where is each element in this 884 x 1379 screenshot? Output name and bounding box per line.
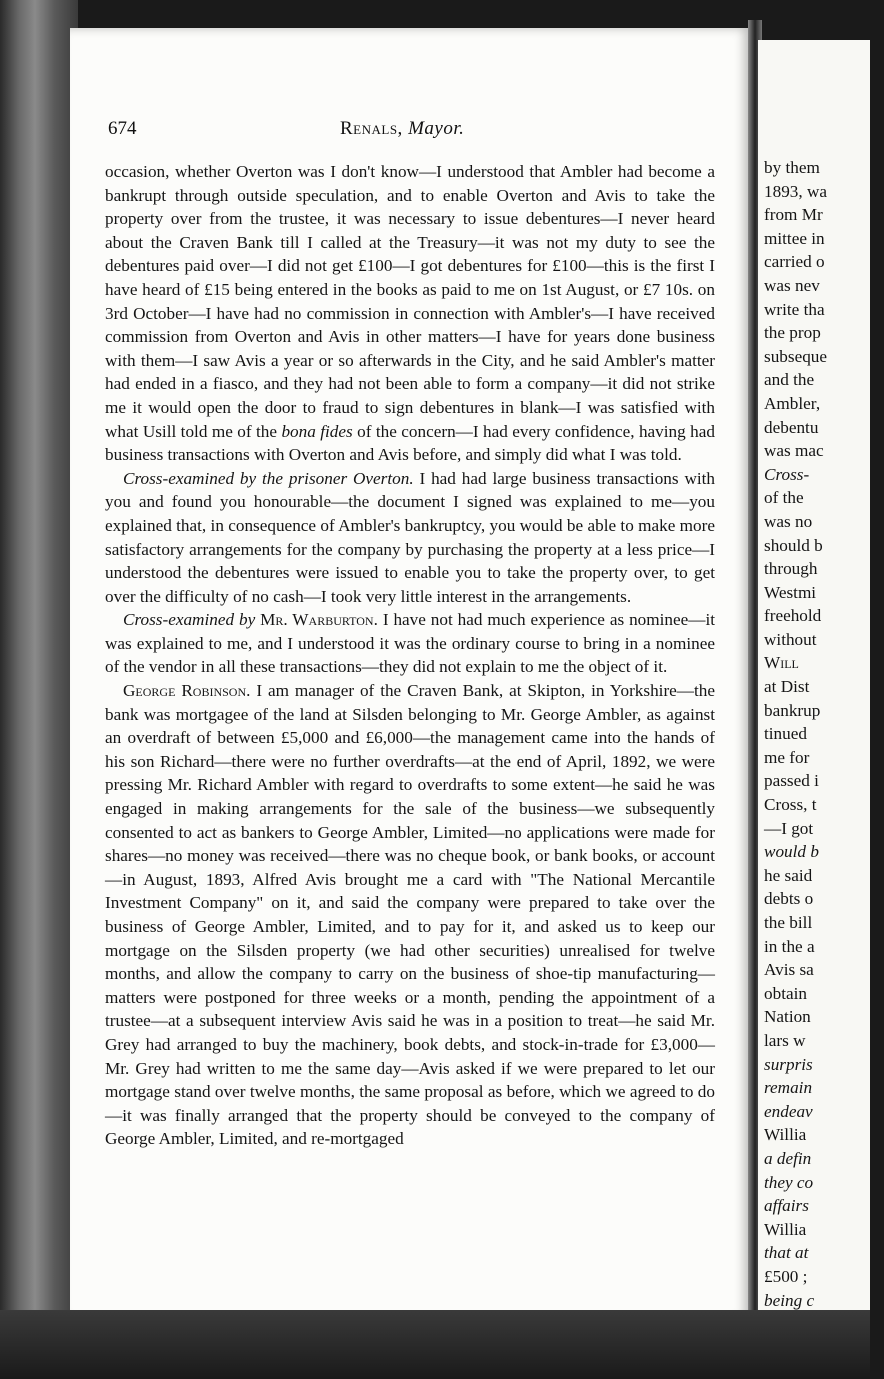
right-page-line: freehold bbox=[764, 606, 822, 626]
paragraph-4-text: I am manager of the Craven Bank, at Skipton, in Yorkshire—the bank was mortgagee of the land at Silsden belonging to Mr. George Ambler, as against an overdraft of between £5,000 and £6,000—the management came into the hands of his son Richard—there were no further overdrafts—at the end of April, 1892, we were pressing Mr. Richard Ambler with regard to overdrafts to some extent—he said he was engaged in making arrangements for the sale of the business—we subsequently consented to act as bankers to George Ambler, Limited—no applications were made for shares—no money was received—there was no cheque book, or bank books, or account—in August, 1893, Alfred Avis brought me a card with "The National Mercantile Investment Company" on it, and said the company were prepared to take over the business of George Ambler, Limited, and to pay for it, and asked us to keep our mortgage on the Silsden property (we had other securities) unrealised for twelve months, and allow the company to carry on the business of shoe-tip manufacturing—matters were postponed for three weeks or a month, pending the appointment of a trustee—at a subsequent interview Avis said he was in a position to treat—he said Mr. Grey had arranged to buy the machinery, book debts, and stock-in-trade for £3,000—Mr. Grey had written to me the same day—Avis asked if we were prepared to let our mortgage stand over twelve months, the same proposal as before, which we agreed to do—it was finally arranged that the property should be conveyed to the company of George Ambler, Limited, and re-mortgaged bbox=[105, 681, 715, 1149]
paragraph-1-italic: bona fides bbox=[281, 421, 353, 441]
right-page-line: Will bbox=[764, 653, 799, 673]
right-page-line: Westmi bbox=[764, 582, 817, 602]
paragraph-3-name: Mr. Warburton. bbox=[260, 610, 378, 630]
right-page-line: being c bbox=[764, 1290, 815, 1310]
right-page-text-column bbox=[764, 156, 884, 1359]
right-page-line: he said bbox=[764, 865, 813, 885]
paragraph-2-lead: Cross-examined by the prisoner Overton. bbox=[123, 468, 414, 488]
right-page-line: Willia bbox=[764, 1219, 807, 1239]
right-page-line: should b bbox=[764, 535, 823, 555]
paragraph-4-name: George Robinson. bbox=[123, 681, 251, 701]
right-page-line: that at bbox=[764, 1243, 809, 1263]
right-page-line: Cross, t bbox=[764, 795, 817, 815]
paragraph-2-text: I had had large business transactions with you and found you honourable—the document I signed was explained to me—you explained that, in consequence of Ambler's bankruptcy, you would be able to make more satisfactory arrangements for the company by purchasing the property at a less price—I understood the debentures were issued to enable you to take the property over, to get over the difficulty of no cash—I took very little interest in the arrangements. bbox=[105, 468, 715, 606]
right-page-line: affairs bbox=[764, 1196, 809, 1216]
right-page-line: by them bbox=[764, 158, 820, 177]
right-page-line: debts o bbox=[764, 889, 814, 909]
right-page-line: and the bbox=[764, 370, 815, 390]
running-head-title: Mayor. bbox=[408, 118, 465, 139]
running-head-name: Renals, bbox=[340, 118, 403, 139]
paragraph-4 bbox=[105, 679, 715, 1151]
right-page-line: was nev bbox=[764, 275, 820, 295]
right-page-line: endeav bbox=[764, 1101, 813, 1121]
right-page-line: in the a bbox=[764, 936, 815, 956]
right-page-line: was no bbox=[764, 511, 813, 531]
right-page-line: the bill bbox=[764, 913, 813, 932]
right-page-line: bankrup bbox=[764, 700, 821, 720]
right-page-line: write tha bbox=[764, 299, 825, 319]
right-page-line: Ambler, bbox=[764, 393, 821, 413]
right-page-line: carried o bbox=[764, 252, 825, 272]
book-bottom-edge bbox=[0, 1310, 870, 1379]
right-page-line: would b bbox=[764, 842, 819, 862]
book-spine-edge bbox=[0, 0, 78, 1379]
right-page-line: mittee in bbox=[764, 228, 825, 248]
right-page-line: of the bbox=[764, 488, 804, 508]
right-page-line: 1893, wa bbox=[764, 181, 828, 201]
right-page-line: me for bbox=[764, 747, 810, 767]
right-page bbox=[758, 40, 870, 1320]
page-number: 674 bbox=[108, 118, 137, 139]
right-page-line: without bbox=[764, 629, 817, 649]
right-page-line: —I got bbox=[764, 818, 814, 838]
right-page-line: Cross- bbox=[764, 464, 810, 484]
right-page-line: lars w bbox=[764, 1030, 806, 1050]
right-page-line: tinued bbox=[764, 724, 807, 744]
right-page-line: passed i bbox=[764, 771, 819, 791]
right-page-line: at Dist bbox=[764, 677, 810, 697]
paragraph-1-text: occasion, whether Overton was I don't know—I understood that Ambler had become a bankrupt through outside speculation, and to enable Overton and Avis to take the property over from the trustee, it was necessary to issue debentures—I never heard about the Craven Bank till I called at the Treasury—it was not my duty to see the debentures paid over—I did not get £100—I got debentures for £100—this is the first I have heard of £15 being entered in the books as paid to me on 1st August, or £7 10s. on 3rd October—I have had no commission in connection with Ambler's—I have received commission from Overton and Avis in other matters—I have for years done business with them—I saw Avis a year or so afterwards in the City, and he said Ambler's matter had ended in a fiasco, and they had not been able to form a company—it did not strike me it would open the door to fraud to sign debentures in blank—I was satisfied with what Usill told me of the bbox=[105, 162, 715, 441]
right-page-line: Nation bbox=[764, 1007, 811, 1027]
running-head bbox=[340, 118, 464, 140]
right-page-line: remain bbox=[764, 1078, 813, 1098]
paragraph-1-end: of the concern—I had every confidence, having had business transactions with Overton and Avis before, and simply did what I was told. bbox=[105, 421, 715, 465]
right-page-line: a defin bbox=[764, 1148, 812, 1168]
right-page-line: subseque bbox=[764, 346, 828, 366]
paragraph-1 bbox=[105, 160, 715, 467]
paragraph-3 bbox=[105, 608, 715, 679]
right-page-line: through bbox=[764, 559, 818, 579]
right-page-line: was mac bbox=[764, 441, 824, 461]
main-text-column bbox=[105, 160, 715, 1151]
right-page-line: they co bbox=[764, 1172, 814, 1192]
paragraph-3-text: I have not had much experience as nominee—it was explained to me, and I understood it was the ordinary course to bring in a nominee of the vendor in all these transactions—they did not explain to me the object of it. bbox=[105, 610, 715, 677]
paragraph-3-lead: Cross-examined by bbox=[123, 610, 256, 630]
page-header bbox=[70, 90, 752, 139]
paragraph-2 bbox=[105, 467, 715, 609]
right-page-line: Avis sa bbox=[764, 960, 814, 980]
right-page-line: surpris bbox=[764, 1054, 813, 1074]
right-page-line: Willia bbox=[764, 1125, 807, 1145]
right-page-line: obtain bbox=[764, 983, 807, 1003]
right-page-line: £500 ; bbox=[764, 1266, 808, 1286]
right-page-line: debentu bbox=[764, 417, 819, 437]
right-page-line: from Mr bbox=[764, 205, 823, 225]
right-page-line: the prop bbox=[764, 323, 821, 343]
